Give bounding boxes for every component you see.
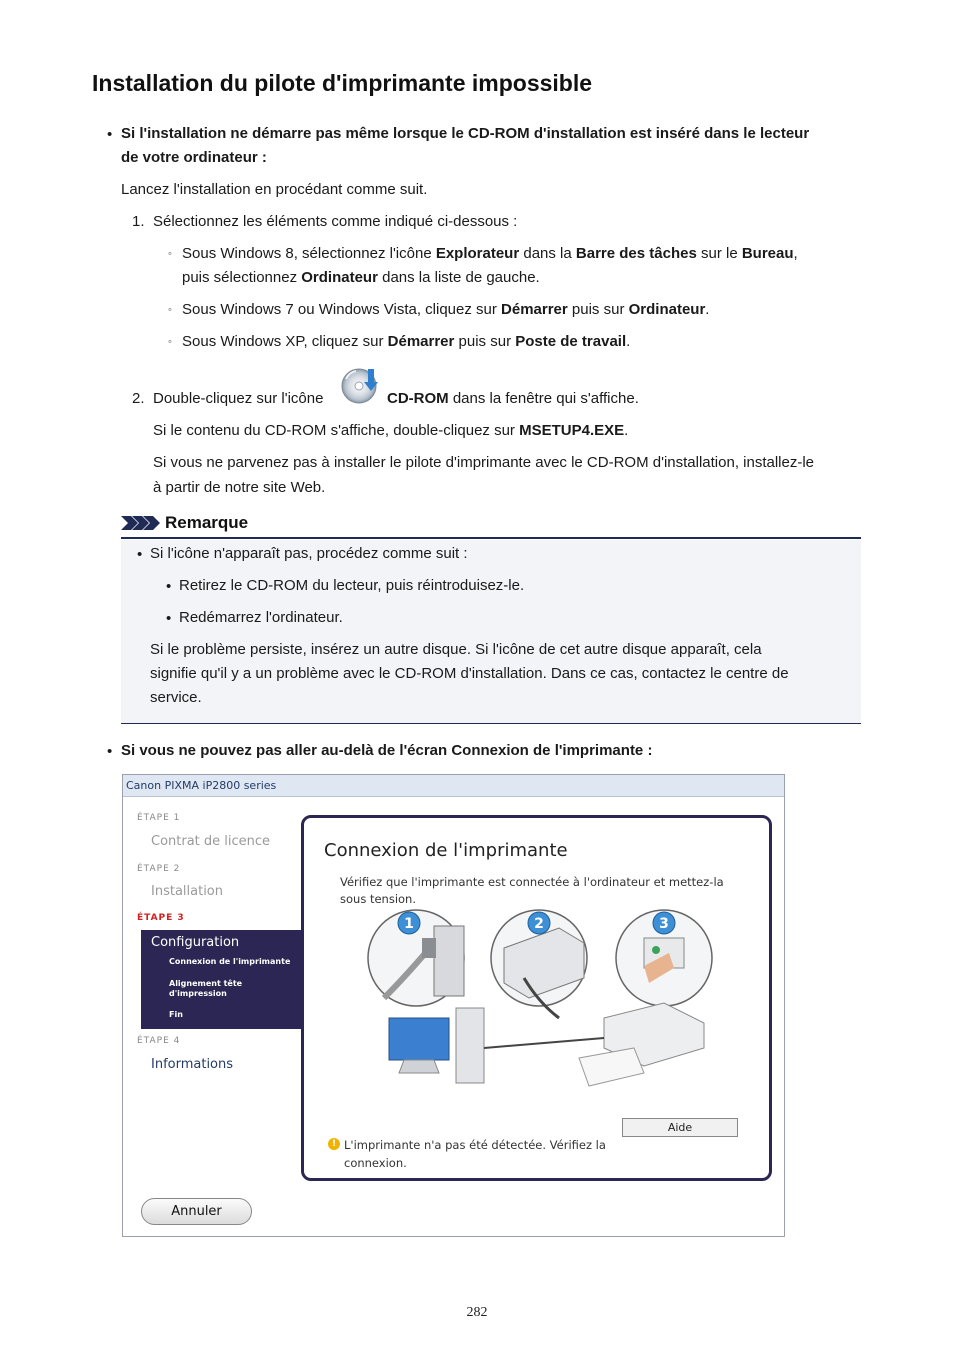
- note-arrows-icon: [121, 514, 161, 532]
- note-para-line1: Si le problème persiste, insérez un autre disque. Si l'icône de cet autre disque apparaît, cela: [150, 641, 762, 658]
- step-label-1: ÉTAPE 1: [137, 813, 181, 823]
- section1-intro: Lancez l'installation en procédant comme suit.: [121, 181, 428, 198]
- note-body: [121, 540, 861, 724]
- connection-panel: [301, 815, 772, 1181]
- step2-cd-rom-label: CD-ROM dans la fenêtre qui s'affiche.: [387, 390, 639, 407]
- step1-item-win7: Sous Windows 7 ou Windows Vista, cliquez sur Démarrer puis sur Ordinateur.: [182, 301, 710, 318]
- printer-connection-illustration: [344, 908, 724, 1093]
- section1-heading-line2: de votre ordinateur :: [121, 149, 267, 166]
- bullet-dot: •: [166, 610, 172, 627]
- aide-button[interactable]: Aide: [622, 1118, 738, 1137]
- note-header: [121, 511, 861, 539]
- page-title: Installation du pilote d'imprimante impossible: [92, 70, 593, 96]
- step2-number: 2.: [132, 390, 145, 407]
- config-subitem-alignement-1: Alignement tête: [169, 979, 243, 988]
- step2-line4: à partir de notre site Web.: [153, 479, 326, 496]
- cd-rom-icon: [340, 365, 382, 407]
- circle-bullet: ◦: [168, 248, 172, 260]
- note-para-line3: service.: [150, 689, 202, 706]
- step1-item-winxp: Sous Windows XP, cliquez sur Démarrer puis sur Poste de travail.: [182, 333, 631, 350]
- callout-1: 1: [404, 916, 414, 932]
- step-label-3: ÉTAPE 3: [137, 913, 185, 923]
- step-item-contrat: Contrat de licence: [151, 834, 271, 849]
- step1-number: 1.: [132, 213, 145, 230]
- callout-3: 3: [659, 916, 669, 932]
- step2-line3: Si vous ne parvenez pas à installer le pilote d'imprimante avec le CD-ROM d'installation, installez-le: [153, 454, 815, 471]
- circle-bullet: ◦: [168, 336, 172, 348]
- step-label-4: ÉTAPE 4: [137, 1036, 181, 1046]
- circle-bullet: ◦: [168, 304, 172, 316]
- step-item-installation: Installation: [151, 884, 224, 899]
- bullet-dot: •: [107, 743, 113, 760]
- section2-heading: Si vous ne pouvez pas aller au-delà de l'écran Connexion de l'imprimante :: [121, 742, 653, 759]
- step1-item-win8-line2: puis sélectionnez Ordinateur dans la liste de gauche.: [182, 269, 540, 286]
- bullet-dot: •: [137, 546, 143, 563]
- step-item-configuration-active: [141, 930, 302, 1029]
- warning-message: [328, 1136, 628, 1172]
- page-number: 282: [466, 1305, 488, 1320]
- panel-title: Connexion de l'imprimante: [324, 840, 568, 861]
- panel-description: Vérifiez que l'imprimante est connectée à l'ordinateur et mettez-la sous tension.: [340, 875, 724, 906]
- warning-text: L'imprimante n'a pas été détectée. Vérifiez la connexion.: [344, 1138, 606, 1170]
- step2-text-before-icon: Double-cliquez sur l'icône: [153, 390, 324, 407]
- warning-icon: !: [328, 1138, 340, 1150]
- config-subitem-alignement-2: d'impression: [169, 989, 227, 998]
- callout-2: 2: [534, 916, 544, 932]
- note-subitem-1: Retirez le CD-ROM du lecteur, puis réintroduisez-le.: [179, 577, 525, 594]
- step1-text: Sélectionnez les éléments comme indiqué ci-dessous :: [153, 213, 518, 230]
- installer-title-bar: Canon PIXMA iP2800 series: [123, 775, 784, 797]
- config-title: Configuration: [151, 935, 240, 950]
- note-subitem-2: Redémarrez l'ordinateur.: [179, 609, 343, 626]
- step2-line2: Si le contenu du CD-ROM s'affiche, double-cliquez sur MSETUP4.EXE.: [153, 422, 629, 439]
- config-subitem-fin: Fin: [169, 1010, 183, 1019]
- config-subitem-connexion: Connexion de l'imprimante: [169, 957, 291, 966]
- annuler-button[interactable]: Annuler: [141, 1198, 252, 1225]
- section1-heading-line1: Si l'installation ne démarre pas même lorsque le CD-ROM d'installation est inséré dans le lecteur: [121, 125, 810, 142]
- note-item: Si l'icône n'apparaît pas, procédez comme suit :: [150, 545, 468, 562]
- installer-screenshot: [122, 774, 785, 1237]
- step1-item-win8-line1: Sous Windows 8, sélectionnez l'icône Explorateur dans la Barre des tâches sur le Bureau,: [182, 245, 798, 262]
- note-para-line2: signifie qu'il y a un problème avec le CD-ROM d'installation. Dans ce cas, contactez le centre de: [150, 665, 789, 682]
- step-item-informations: Informations: [151, 1057, 234, 1072]
- bullet-dot: •: [107, 126, 113, 143]
- note-heading: Remarque: [165, 513, 249, 532]
- bullet-dot: •: [166, 578, 172, 595]
- step-label-2: ÉTAPE 2: [137, 864, 181, 874]
